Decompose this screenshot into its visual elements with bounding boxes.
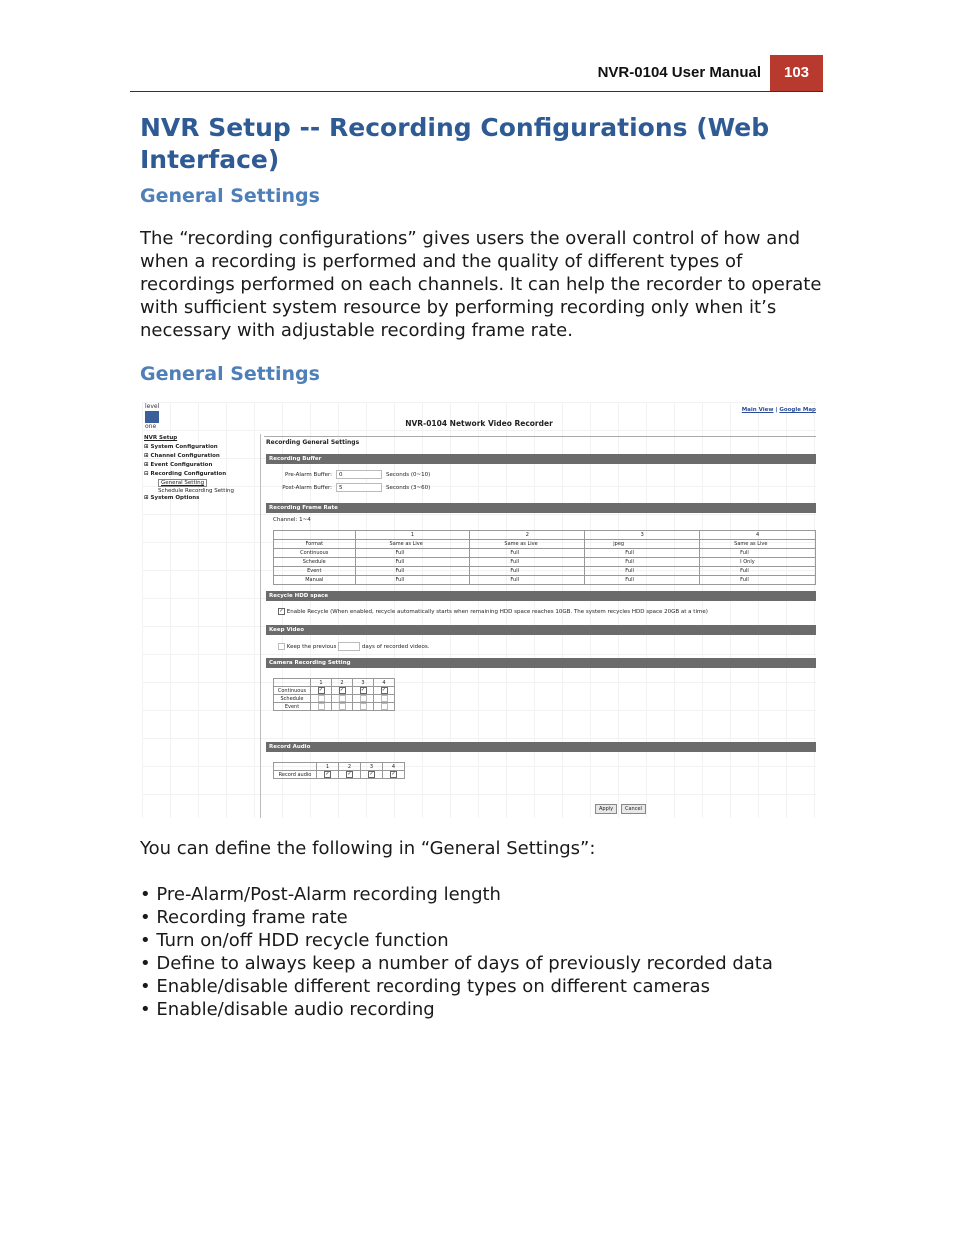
sidebar-item-event[interactable]: ⊞ Event Configuration: [144, 462, 213, 468]
frame-rate-select[interactable]: Full: [585, 567, 700, 576]
frame-rate-select[interactable]: Full: [355, 558, 470, 567]
page-header: [130, 55, 823, 92]
sidebar-item-system-options[interactable]: ⊞ System Options: [144, 495, 200, 501]
feature-list: [140, 883, 820, 1021]
column-header: 3: [353, 679, 374, 687]
column-header: 2: [339, 763, 361, 771]
list-item: • Enable/disable different recording types on different cameras: [140, 976, 710, 997]
column-header: 2: [332, 679, 353, 687]
continuous-checkbox[interactable]: ✓: [339, 687, 345, 693]
record-audio-table: [273, 762, 405, 779]
column-header: 4: [700, 531, 816, 540]
event-checkbox[interactable]: [360, 703, 367, 710]
pre-alarm-hint: Seconds (0~10): [386, 472, 431, 478]
recycle-bar: Recycle HDD space: [266, 591, 816, 601]
schedule-checkbox[interactable]: [360, 695, 367, 702]
row-label: Record audio: [274, 771, 317, 779]
column-header: 3: [361, 763, 383, 771]
column-header: 4: [383, 763, 405, 771]
list-item: • Pre-Alarm/Post-Alarm recording length: [140, 884, 501, 905]
frame-rate-select[interactable]: Full: [700, 567, 816, 576]
column-header: 1: [317, 763, 339, 771]
frame-rate-table: [273, 530, 816, 585]
schedule-checkbox[interactable]: [381, 695, 388, 702]
continuous-checkbox[interactable]: ✓: [318, 687, 324, 693]
schedule-checkbox[interactable]: [339, 695, 346, 702]
event-checkbox[interactable]: [318, 703, 325, 710]
sidebar-item-recording[interactable]: ⊟ Recording Configuration: [144, 471, 227, 477]
sidebar-item-system[interactable]: ⊞ System Configuration: [144, 444, 218, 450]
audio-checkbox[interactable]: ✓: [369, 771, 374, 777]
settings-heading: Recording General Settings: [264, 436, 816, 448]
keep-video-checkbox[interactable]: [278, 643, 285, 650]
sidebar-divider: [260, 434, 261, 818]
event-checkbox[interactable]: [381, 703, 388, 710]
audio-checkbox[interactable]: ✓: [347, 771, 352, 777]
page-title: NVR Setup -- Recording Configurations (Web Interface): [140, 113, 770, 174]
sidebar-setup[interactable]: NVR Setup: [144, 435, 178, 441]
list-item: • Define to always keep a number of days of previously recorded data: [140, 953, 773, 974]
page-number: 103: [770, 55, 823, 91]
recycle-text: Enable Recycle (When enabled, recycle automatically starts when remaining HDD space reaches 10GB. The system recycles HDD space 20GB at a time): [286, 609, 708, 615]
list-item: • Recording frame rate: [140, 907, 348, 928]
frame-rate-select[interactable]: Full: [470, 576, 585, 585]
column-header: 1: [355, 531, 470, 540]
frame-rate-select[interactable]: Full: [470, 558, 585, 567]
audio-checkbox[interactable]: ✓: [391, 771, 396, 777]
pre-alarm-input[interactable]: 0: [336, 470, 382, 479]
recording-buffer-bar: Recording Buffer: [266, 454, 816, 464]
google-map-link[interactable]: Google Map: [779, 407, 816, 413]
frame-rate-select[interactable]: I Only: [700, 558, 816, 567]
record-audio-bar: Record Audio: [266, 742, 816, 752]
frame-rate-select[interactable]: Full: [585, 549, 700, 558]
define-text: You can define the following in “General Settings”:: [140, 838, 596, 859]
keep-before-text: Keep the previous: [286, 644, 337, 650]
continuous-checkbox[interactable]: ✓: [381, 687, 387, 693]
row-label: Continuous: [274, 687, 311, 695]
frame-rate-select[interactable]: Full: [585, 558, 700, 567]
list-item: • Turn on/off HDD recycle function: [140, 930, 449, 951]
cancel-button[interactable]: Cancel: [621, 804, 646, 814]
recycle-checkbox[interactable]: ✓: [279, 608, 284, 614]
channel-label: Channel: 1~4: [273, 517, 311, 523]
row-label: Format: [274, 540, 356, 549]
event-checkbox[interactable]: [339, 703, 346, 710]
frame-rate-select[interactable]: Full: [355, 576, 470, 585]
audio-checkbox[interactable]: ✓: [325, 771, 330, 777]
main-view-link[interactable]: Main View: [741, 407, 774, 413]
frame-rate-select[interactable]: Full: [355, 549, 470, 558]
frame-rate-select[interactable]: Full: [470, 567, 585, 576]
keep-video-bar: Keep Video: [266, 625, 816, 635]
column-header: 2: [470, 531, 585, 540]
keep-days-input[interactable]: [338, 642, 360, 651]
format-select[interactable]: Same as Live: [470, 540, 585, 549]
column-header: 1: [311, 679, 332, 687]
list-item: • Enable/disable audio recording: [140, 999, 435, 1020]
section-heading: General Settings: [140, 185, 320, 207]
keep-after-text: days of recorded videos.: [361, 644, 430, 650]
frame-rate-select[interactable]: Full: [700, 549, 816, 558]
row-label: Schedule: [274, 695, 311, 703]
camera-recording-bar: Camera Recording Setting: [266, 658, 816, 668]
web-interface-screenshot: [142, 402, 816, 818]
section-heading-2: General Settings: [140, 363, 320, 385]
format-select[interactable]: Same as Live: [700, 540, 816, 549]
column-header: 4: [374, 679, 395, 687]
row-label: Schedule: [274, 558, 356, 567]
sidebar: [144, 434, 258, 503]
app-title: NVR-0104 Network Video Recorder: [405, 419, 553, 428]
schedule-checkbox[interactable]: [318, 695, 325, 702]
row-label: Event: [274, 703, 311, 711]
column-header: 3: [585, 531, 700, 540]
frame-rate-select[interactable]: Full: [355, 567, 470, 576]
levelone-logo: level one: [145, 403, 160, 430]
pre-alarm-label: Pre-Alarm Buffer:: [285, 472, 332, 478]
frame-rate-select[interactable]: Full: [700, 576, 816, 585]
post-alarm-label: Post-Alarm Buffer:: [282, 485, 332, 491]
row-label: Manual: [274, 576, 356, 585]
sidebar-general-setting[interactable]: General Setting: [158, 479, 207, 487]
sidebar-schedule-setting[interactable]: Schedule Recording Setting: [158, 488, 234, 494]
camera-recording-table: [273, 678, 395, 711]
top-nav: Main View | Google Map: [741, 407, 816, 413]
manual-title: NVR-0104 User Manual: [597, 64, 761, 81]
intro-paragraph: The “recording configurations” gives users the overall control of how and when a recording is performed and the quality of different types of recordings performed on each channels. It can help the recorder to operate with sufficient system resource by performing recording only when it’s necessary with adjustable recording frame rate.: [140, 228, 822, 341]
continuous-checkbox[interactable]: ✓: [360, 687, 366, 693]
sidebar-item-channel[interactable]: ⊞ Channel Configuration: [144, 453, 220, 459]
frame-rate-select[interactable]: Full: [470, 549, 585, 558]
frame-rate-select[interactable]: Full: [585, 576, 700, 585]
apply-button[interactable]: Apply: [595, 804, 617, 814]
row-label: Continuous: [274, 549, 356, 558]
format-select[interactable]: Same as Live: [355, 540, 470, 549]
post-alarm-input[interactable]: 5: [336, 483, 382, 492]
row-label: Event: [274, 567, 356, 576]
frame-rate-bar: Recording Frame Rate: [266, 503, 816, 513]
post-alarm-hint: Seconds (3~60): [386, 485, 431, 491]
format-select[interactable]: jpeg: [585, 540, 700, 549]
